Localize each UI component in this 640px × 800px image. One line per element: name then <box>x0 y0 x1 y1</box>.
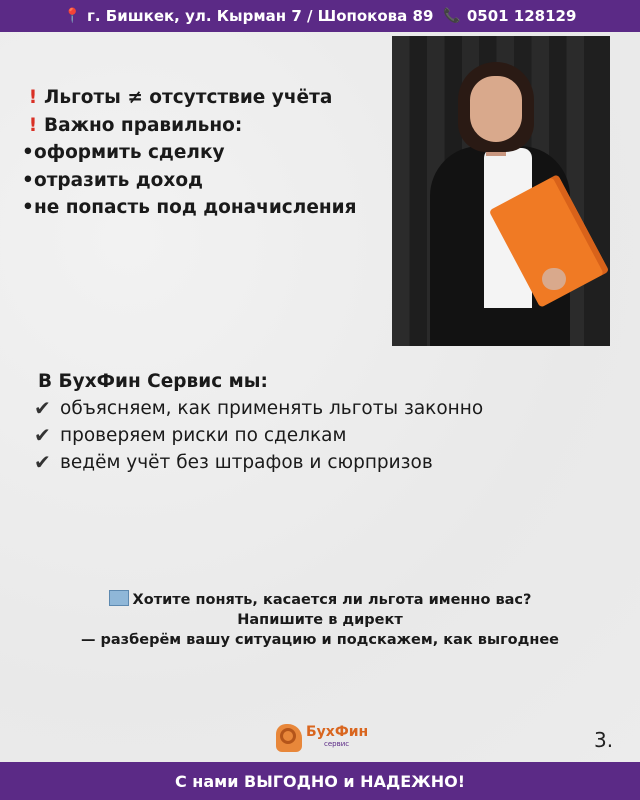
logo-sub: сервис <box>324 740 350 748</box>
checkmark-icon: ✔ <box>34 396 51 420</box>
service-item-text: объясняем, как применять льготы законно <box>60 398 484 419</box>
benefits-line <box>22 84 357 112</box>
bullet-icon: • <box>22 169 34 191</box>
cta-question: Хотите понять, касается ли льгота именно вас? <box>132 592 532 608</box>
exclamation-icon: ! <box>28 87 38 108</box>
benefits-line-text: Льготы ≠ отсутствие учёта <box>44 87 333 108</box>
service-heading: В БухФин Сервис мы: <box>38 371 268 392</box>
service-item-text: проверяем риски по сделкам <box>60 425 347 446</box>
service-item <box>34 422 483 449</box>
benefits-bullet <box>22 194 357 222</box>
address-text: г. Бишкек, ул. Кырман 7 / Шопокова 89 <box>87 7 434 25</box>
benefits-block <box>22 84 357 222</box>
brand-logo <box>276 724 368 752</box>
ram-logo-icon <box>276 724 302 752</box>
checkmark-icon: ✔ <box>34 423 51 447</box>
service-item-text: ведём учёт без штрафов и сюрпризов <box>60 452 433 473</box>
location-pin-icon: 📍 <box>63 8 82 24</box>
footer-slogan: С нами ВЫГОДНО и НАДЕЖНО! <box>174 771 465 791</box>
consultant-photo <box>392 36 610 346</box>
benefits-bullet <box>22 139 357 167</box>
cta-line-1 <box>0 590 640 610</box>
bullet-icon: • <box>22 197 34 218</box>
benefits-line-text: Важно правильно: <box>44 114 243 136</box>
bullet-text: отразить доход <box>34 169 203 191</box>
cta-line-2: Напишите в директ <box>237 612 403 628</box>
bullet-text: оформить сделку <box>34 142 225 163</box>
logo-name: БухФин <box>306 724 369 740</box>
call-to-action <box>0 590 640 650</box>
cta-line-3: — разберём вашу ситуацию и подскажем, как выгоднее <box>80 632 560 648</box>
phone-icon: 📞 <box>443 8 461 24</box>
bullet-text: не попасть под доначисления <box>34 197 357 218</box>
service-item <box>34 449 483 476</box>
benefits-bullet <box>22 167 357 195</box>
bullet-icon: • <box>22 142 34 163</box>
service-item <box>34 395 483 422</box>
footer-slogan-bar <box>0 762 640 800</box>
exclamation-icon: ! <box>28 114 38 136</box>
service-block <box>34 368 483 476</box>
page-number: 3. <box>594 728 614 752</box>
phone-number: 0501 128129 <box>466 7 577 25</box>
top-contact-bar <box>0 0 640 32</box>
benefits-line <box>22 112 357 140</box>
checkmark-icon: ✔ <box>34 450 51 474</box>
mail-icon <box>109 590 129 606</box>
